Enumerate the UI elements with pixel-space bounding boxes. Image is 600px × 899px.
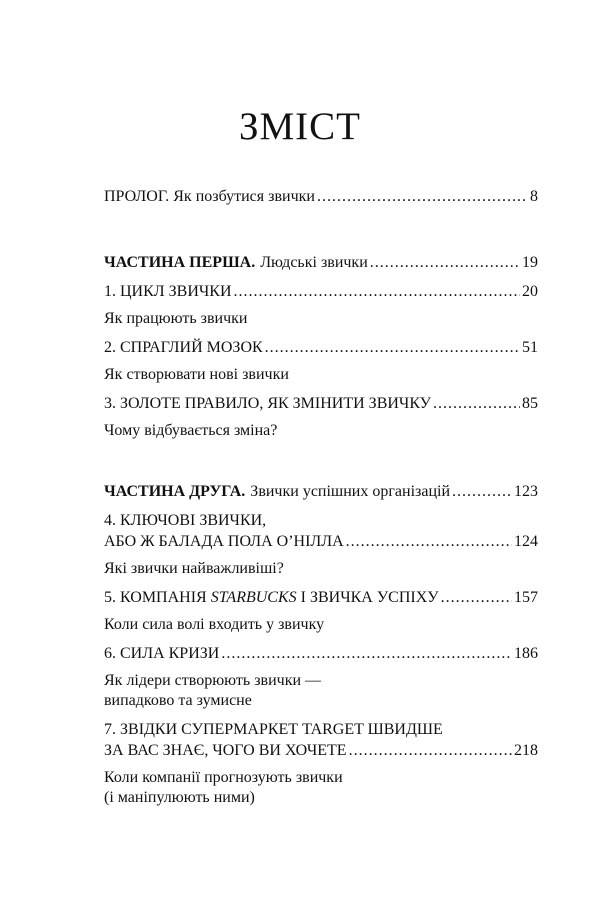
brand-name: STARBUCKS [210, 589, 297, 606]
chapter-title: 3. ЗОЛОТЕ ПРАВИЛО, ЯК ЗМІНИТИ ЗВИЧКУ [104, 395, 431, 412]
dot-leader [265, 337, 520, 359]
chapter-description: Коли сила волі входить у звичку [104, 616, 325, 633]
dot-leader [370, 252, 520, 274]
chapter-title: 1. ЦИКЛ ЗВИЧКИ [104, 283, 232, 300]
toc-entry-chapter-7[interactable] [104, 740, 538, 762]
page-number: 85 [522, 395, 538, 412]
part-subtitle: Людські звички [260, 254, 368, 271]
toc-entry-part-two[interactable] [104, 481, 538, 503]
chapter-description: (і маніпулюють ними) [104, 789, 255, 806]
chapter-description: Коли компанії прогнозують звички [104, 769, 343, 786]
page-title: ЗМІСТ [238, 105, 362, 148]
dot-leader [433, 393, 520, 415]
dot-leader [441, 587, 512, 609]
chapter-title[interactable]: 4. КЛЮЧОВІ ЗВИЧКИ, [104, 512, 267, 529]
chapter-description: Які звички найважливіші? [104, 560, 284, 577]
dot-leader [452, 481, 512, 503]
page-number: 19 [522, 254, 538, 271]
chapter-description: Як створювати нові звички [104, 366, 289, 383]
toc-entry-chapter-1[interactable] [104, 281, 538, 303]
chapter-description: випадково та зумисне [104, 692, 252, 709]
chapter-title: АБО Ж БАЛАДА ПОЛА О’НІЛЛА [104, 533, 344, 550]
page-number: 123 [514, 483, 538, 500]
toc-entry-title: ПРОЛОГ. Як позбутися звички [104, 188, 315, 205]
page-number: 157 [514, 589, 538, 606]
toc-entry-chapter-5[interactable] [104, 587, 538, 609]
page-number: 218 [514, 742, 538, 759]
chapter-description: Як працюють звички [104, 310, 248, 327]
toc-entry-chapter-4[interactable] [104, 531, 538, 553]
chapter-title-prefix: 5. КОМПАНІЯ [104, 589, 211, 606]
page-number: 8 [530, 188, 538, 205]
page-number: 20 [522, 283, 538, 300]
part-label: ЧАСТИНА ПЕРША. [104, 254, 256, 271]
page-number: 51 [522, 339, 538, 356]
chapter-title: 2. СПРАГЛИЙ МОЗОК [104, 339, 263, 356]
page-number: 124 [514, 533, 538, 550]
toc-entry-chapter-6[interactable] [104, 643, 538, 665]
chapter-description: Як лідери створюють звички — [104, 672, 322, 689]
page-number: 186 [514, 645, 538, 662]
chapter-title[interactable]: 7. ЗВІДКИ СУПЕРМАРКЕТ TARGET ШВИДШЕ [104, 721, 443, 738]
part-label: ЧАСТИНА ДРУГА. [104, 483, 246, 500]
chapter-title-suffix: І ЗВИЧКА УСПІХУ [296, 589, 439, 606]
dot-leader [234, 281, 521, 303]
chapter-title [104, 587, 439, 609]
chapter-description: Чому відбувається зміна? [104, 422, 278, 439]
toc-entry-chapter-2[interactable] [104, 337, 538, 359]
dot-leader [221, 643, 512, 665]
dot-leader [346, 531, 512, 553]
dot-leader [349, 740, 512, 762]
toc-entry-part-one[interactable] [104, 252, 538, 274]
part-subtitle: Звички успішних організацій [250, 483, 451, 500]
dot-leader [317, 186, 528, 208]
chapter-title: ЗА ВАС ЗНАЄ, ЧОГО ВИ ХОЧЕТЕ [104, 742, 347, 759]
toc-entry-prologue[interactable] [104, 186, 538, 208]
toc-entry-chapter-3[interactable] [104, 393, 538, 415]
chapter-title: 6. СИЛА КРИЗИ [104, 645, 220, 662]
